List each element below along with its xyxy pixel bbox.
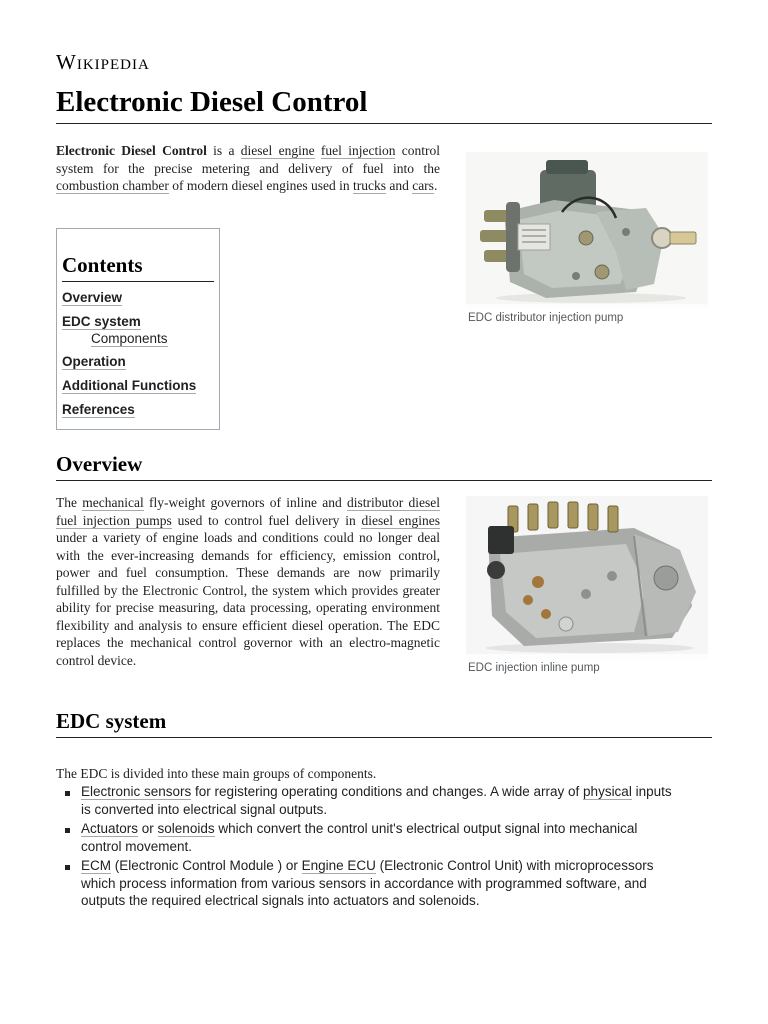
link-actuators[interactable]: Actuators [81,821,139,836]
figure-inline-pump [466,496,708,674]
link-fuel-injection[interactable]: fuel injection [320,143,396,158]
toc-item-operation[interactable]: Operation [62,354,126,369]
figure-caption: EDC distributor injection pump [468,312,624,324]
inline-pump-image[interactable] [466,496,708,659]
link-fuel-injection-pumps[interactable]: fuel injection pumps [56,512,172,528]
distributor-pump-image[interactable] [466,152,708,309]
section-heading-overview: Overview [56,452,712,481]
figure-caption: EDC injection inline pump [468,662,600,674]
link-mechanical[interactable]: mechanical [82,495,144,510]
toc-item-overview[interactable]: Overview [62,290,123,305]
wikipedia-logo[interactable]: Wikipedia [56,50,150,74]
link-ecm[interactable]: ECM [81,858,111,873]
toc-item-additional-functions[interactable]: Additional Functions [62,378,197,393]
toc-item-edc-system[interactable]: EDC system [62,314,141,329]
list-item: ECM (Electronic Control Module ) or Engine ECU (Electronic Control Unit) with microprocessors which process information from various sensors in accordance with programmed software, and outputs the required electrical signals into actuators and solenoids. [56,857,676,910]
toc-item-components[interactable]: Components [91,331,168,346]
toc-title: Contents [62,253,214,282]
section-heading-edc-system: EDC system [56,709,712,738]
toc-item-references[interactable]: References [62,402,135,417]
edc-intro-text: The EDC is divided into these main groups of components. [56,765,377,781]
page-title: Electronic Diesel Control [56,86,712,124]
link-diesel-engines[interactable]: diesel engines [361,512,440,528]
link-distributor-diesel[interactable]: distributor diesel [346,495,440,510]
overview-paragraph: The mechanical fly-weight governors of inline and distributor diesel fuel injection pumps used to control fuel delivery in diesel engines under a variety of engine loads and conditions could no longer deal with the ever-increasing demands for efficiency, emission control, power and fuel consumption. These demands are now primarily fulfilled by the Electronic Control, the system which provides greater ability for precise measuring, data processing, operating environment flexibility and analysis to ensure efficient diesel operation. The EDC replaces the mechanical control governor with an electro-magnetic control device. [56,495,440,668]
link-electronic-sensors[interactable]: Electronic sensors [81,784,192,799]
link-trucks[interactable]: trucks [352,178,386,193]
table-of-contents [56,228,220,430]
edc-component-list [56,783,676,912]
link-physical[interactable]: physical [583,784,632,799]
intro-bold-term: Electronic Diesel Control [56,143,207,158]
link-combustion-chamber[interactable]: combustion chamber [56,178,169,193]
link-engine-ecu[interactable]: Engine ECU [301,858,376,873]
figure-distributor-pump [466,152,708,324]
link-cars[interactable]: cars [412,178,434,193]
list-item: Actuators or solenoids which convert the control unit's electrical output signal into mechanical control movement. [56,820,676,855]
link-solenoids[interactable]: solenoids [157,821,215,836]
list-item: Electronic sensors for registering operating conditions and changes. A wide array of physical inputs is converted into electrical signal outputs. [56,783,676,818]
intro-paragraph: Electronic Diesel Control is a diesel engine fuel injection control system for the precise metering and delivery of fuel into the combustion chamber of modern diesel engines used in trucks and cars. [56,143,441,193]
link-diesel-engine[interactable]: diesel engine [240,143,315,158]
